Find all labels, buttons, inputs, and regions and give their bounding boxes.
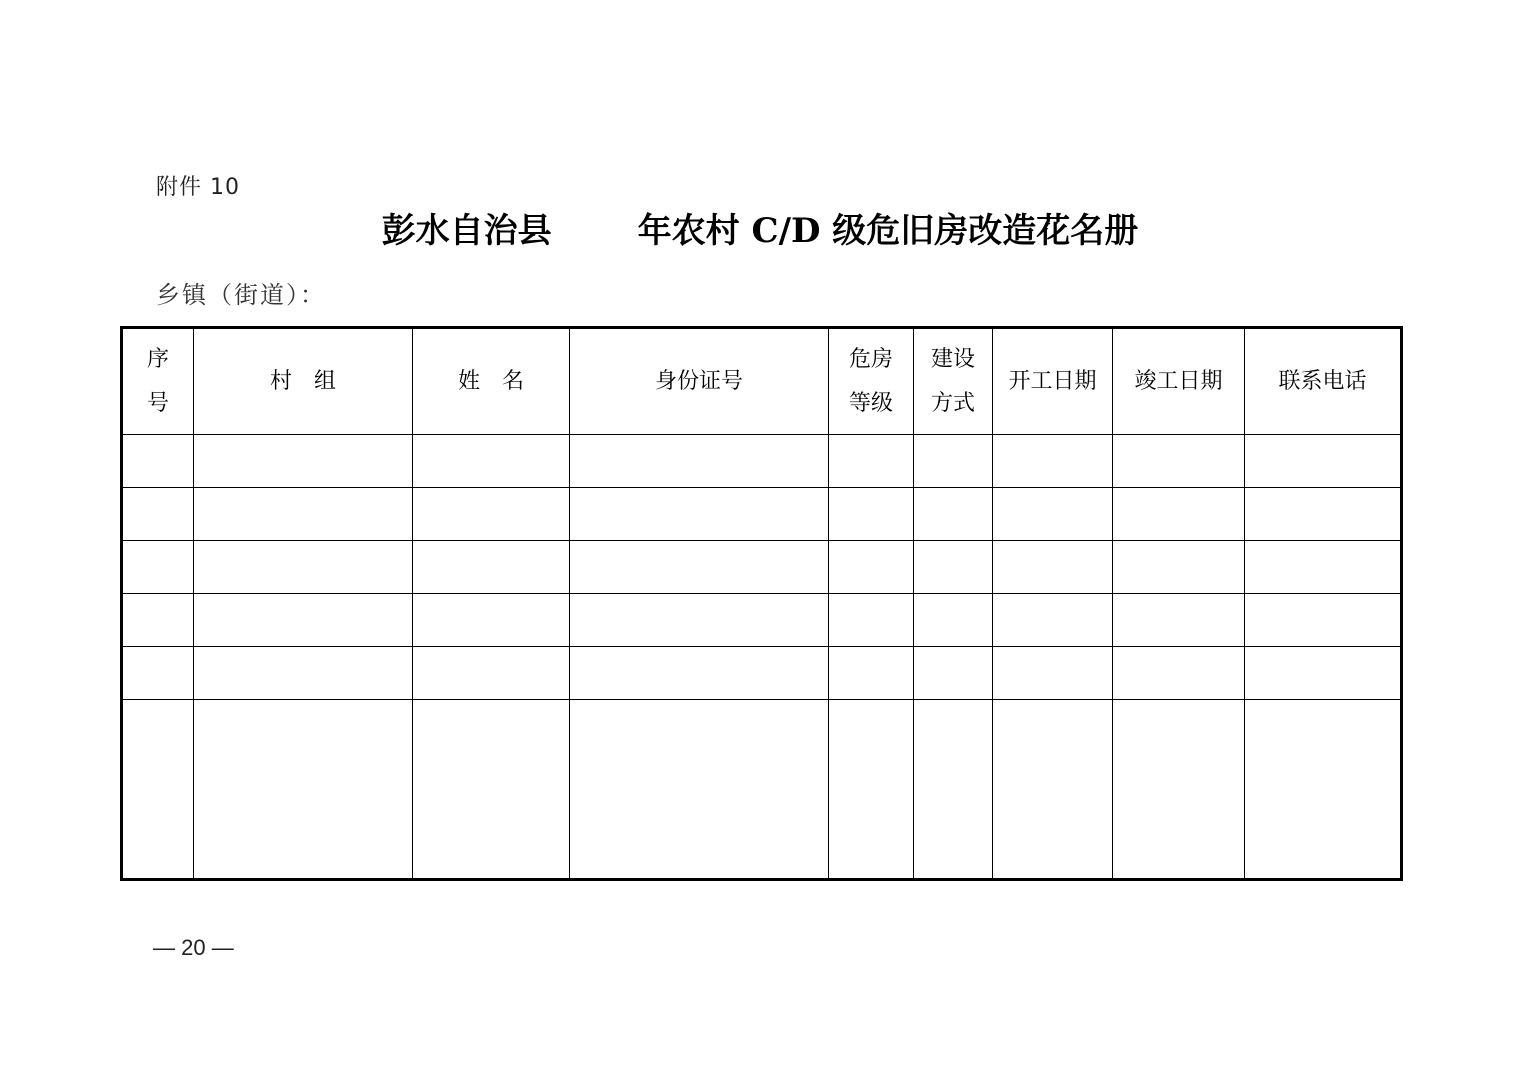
table-row: [122, 594, 1402, 647]
header-danger-level: [829, 328, 914, 435]
table-cell[interactable]: [570, 435, 829, 488]
table-cell[interactable]: [570, 488, 829, 541]
table-cell[interactable]: [1113, 594, 1245, 647]
header-method-line2: 方式: [930, 390, 975, 416]
page-title: [0, 203, 1520, 252]
header-start-date: 开工日期: [993, 328, 1113, 435]
header-seq-line2: 号: [146, 390, 169, 416]
header-village-group: 村 组: [194, 328, 413, 435]
table-cell[interactable]: [914, 594, 993, 647]
header-seq-line1: 序: [146, 346, 169, 372]
table-cell[interactable]: [914, 700, 993, 880]
table-cell[interactable]: [914, 647, 993, 700]
page-number: — 20 —: [153, 935, 234, 960]
header-name: 姓 名: [413, 328, 570, 435]
table-cell[interactable]: [1245, 647, 1402, 700]
table-cell[interactable]: [1113, 541, 1245, 594]
table-cell[interactable]: [829, 647, 914, 700]
table-row: [122, 700, 1402, 880]
table-body: [122, 435, 1402, 880]
table-cell[interactable]: [413, 541, 570, 594]
table-cell[interactable]: [829, 541, 914, 594]
title-register-name: 年农村 C/D 级危旧房改造花名册: [637, 211, 1139, 251]
table-cell[interactable]: [194, 594, 413, 647]
table-cell[interactable]: [914, 488, 993, 541]
table-cell[interactable]: [1113, 435, 1245, 488]
table-cell[interactable]: [993, 435, 1113, 488]
township-label: 乡镇（街道）：: [156, 281, 326, 309]
table-cell[interactable]: [829, 700, 914, 880]
header-level-line1: 危房: [848, 346, 893, 372]
table-row: [122, 488, 1402, 541]
table-cell[interactable]: [122, 647, 194, 700]
table-cell[interactable]: [993, 700, 1113, 880]
header-method-line1: 建设: [930, 346, 975, 372]
table-cell[interactable]: [829, 488, 914, 541]
table-cell[interactable]: [122, 435, 194, 488]
table-cell[interactable]: [413, 700, 570, 880]
header-construction-method: [914, 328, 993, 435]
table-cell[interactable]: [570, 541, 829, 594]
table-cell[interactable]: [1245, 594, 1402, 647]
table-cell[interactable]: [122, 541, 194, 594]
table-cell[interactable]: [413, 647, 570, 700]
table-cell[interactable]: [194, 435, 413, 488]
register-table: [120, 326, 1403, 881]
header-seq: [122, 328, 194, 435]
table-cell[interactable]: [1113, 488, 1245, 541]
title-county: 彭水自治县: [381, 211, 552, 251]
table-cell[interactable]: [413, 435, 570, 488]
table-cell[interactable]: [1245, 488, 1402, 541]
register-table-wrapper: [120, 326, 1403, 881]
table-cell[interactable]: [1113, 647, 1245, 700]
table-cell[interactable]: [194, 541, 413, 594]
table-cell[interactable]: [570, 700, 829, 880]
table-row: [122, 435, 1402, 488]
table-cell[interactable]: [1113, 700, 1245, 880]
table-cell[interactable]: [1245, 435, 1402, 488]
table-cell[interactable]: [194, 488, 413, 541]
table-cell[interactable]: [194, 647, 413, 700]
table-cell[interactable]: [993, 488, 1113, 541]
table-cell[interactable]: [122, 488, 194, 541]
table-cell[interactable]: [570, 594, 829, 647]
table-cell[interactable]: [122, 700, 194, 880]
table-row: [122, 541, 1402, 594]
table-row: [122, 647, 1402, 700]
header-level-line2: 等级: [848, 390, 893, 416]
attachment-label: 附件 10: [156, 175, 240, 200]
table-cell[interactable]: [1245, 700, 1402, 880]
table-cell[interactable]: [122, 594, 194, 647]
table-cell[interactable]: [993, 647, 1113, 700]
table-cell[interactable]: [829, 594, 914, 647]
header-phone: 联系电话: [1245, 328, 1402, 435]
table-cell[interactable]: [194, 700, 413, 880]
table-cell[interactable]: [413, 594, 570, 647]
table-cell[interactable]: [570, 647, 829, 700]
table-cell[interactable]: [993, 594, 1113, 647]
table-cell[interactable]: [914, 541, 993, 594]
table-cell[interactable]: [829, 435, 914, 488]
table-cell[interactable]: [914, 435, 993, 488]
table-cell[interactable]: [413, 488, 570, 541]
table-cell[interactable]: [1245, 541, 1402, 594]
table-header-row: [122, 328, 1402, 435]
table-cell[interactable]: [993, 541, 1113, 594]
header-id-number: 身份证号: [570, 328, 829, 435]
header-end-date: 竣工日期: [1113, 328, 1245, 435]
